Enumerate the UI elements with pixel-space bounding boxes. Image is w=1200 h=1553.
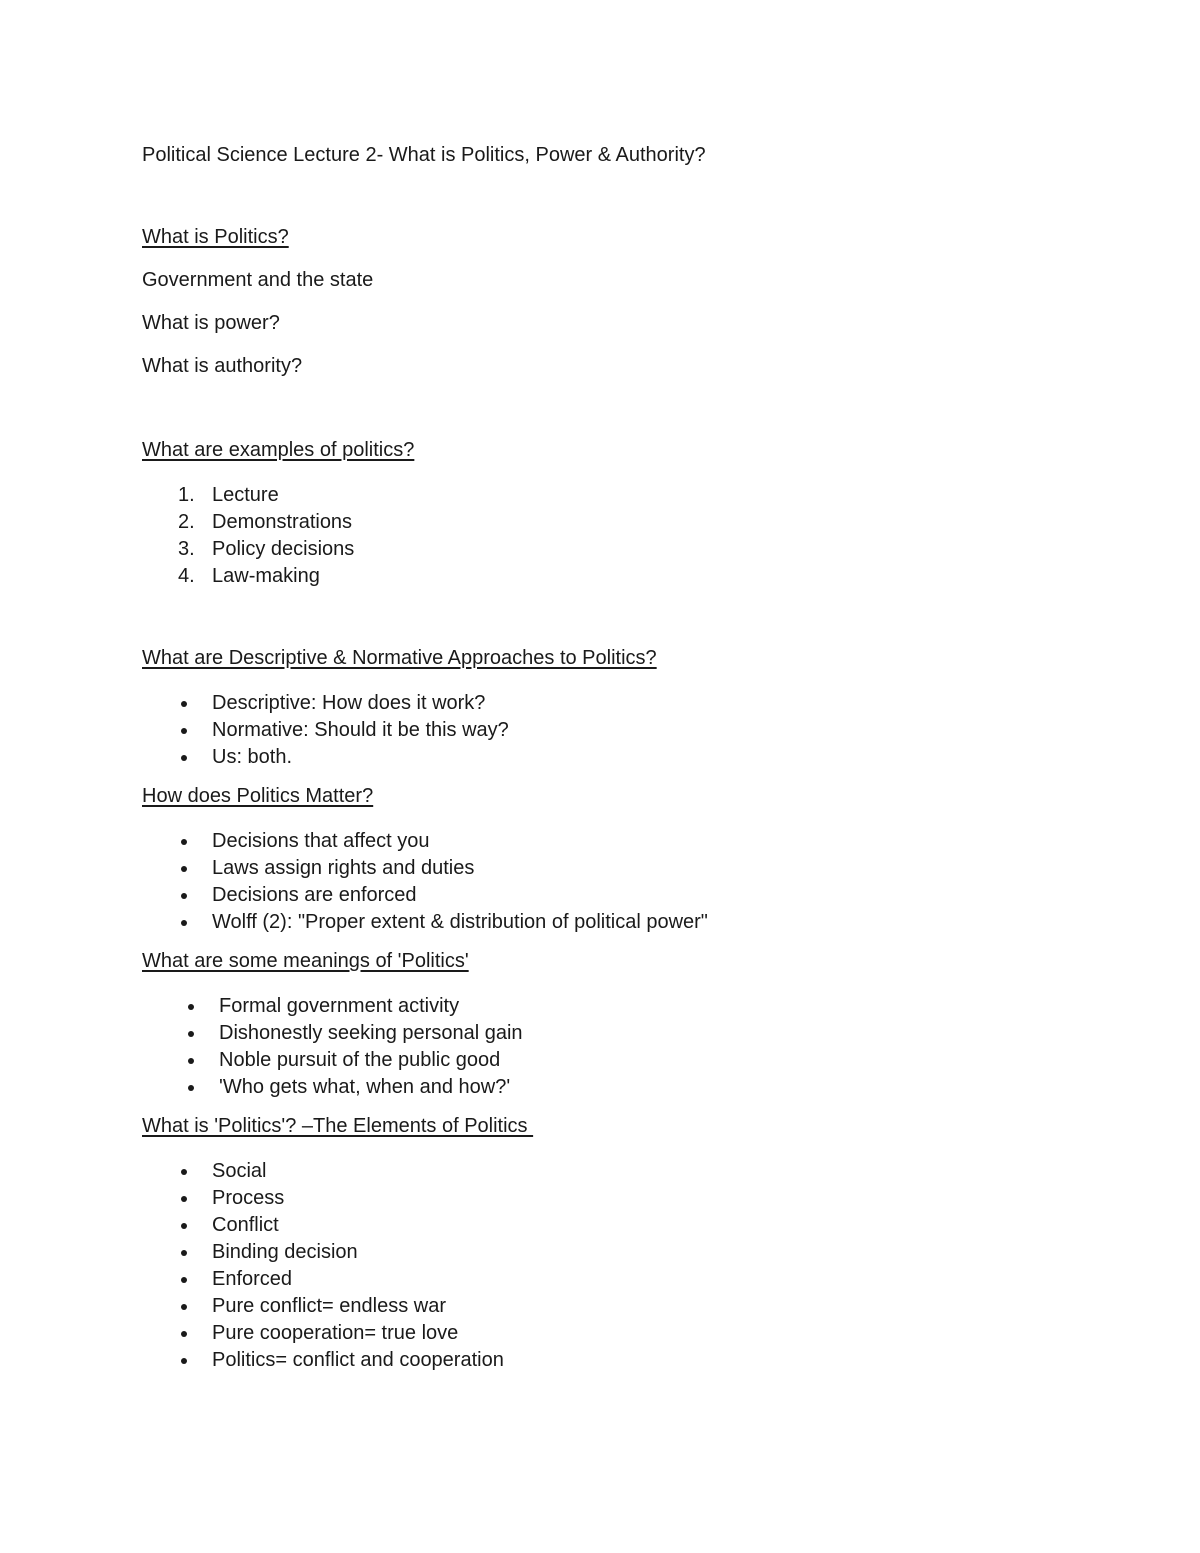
list-item: Pure cooperation= true love	[142, 1320, 1090, 1347]
section-how-politics-matters	[142, 785, 1090, 936]
section-heading: What is Politics?	[142, 226, 289, 248]
paragraph: What is authority?	[142, 355, 303, 377]
list-item: Demonstrations	[212, 511, 353, 533]
list-item: 'Who gets what, when and how?'	[142, 1074, 1090, 1101]
paragraph: Government and the state	[142, 269, 374, 291]
list-item: Decisions are enforced	[142, 882, 1090, 909]
list-item: Enforced	[142, 1266, 1090, 1293]
list-item: Dishonestly seeking personal gain	[142, 1020, 1090, 1047]
list-item: Noble pursuit of the public good	[142, 1047, 1090, 1074]
section-examples-of-politics	[142, 439, 1090, 590]
list-item: Binding decision	[142, 1239, 1090, 1266]
section-what-is-politics	[142, 226, 1090, 378]
list-item: Formal government activity	[142, 993, 1090, 1020]
bullet-list	[142, 993, 1090, 1101]
section-heading: How does Politics Matter?	[142, 785, 374, 807]
bullet-list	[142, 1158, 1090, 1374]
list-item: Pure conflict= endless war	[142, 1293, 1090, 1320]
list-item: Policy decisions	[212, 538, 355, 560]
section-descriptive-normative	[142, 647, 1090, 771]
document-title: Political Science Lecture 2- What is Politics, Power & Authority?	[142, 144, 706, 166]
section-heading: What are some meanings of 'Politics'	[142, 950, 469, 972]
section-elements-of-politics	[142, 1115, 1090, 1374]
bullet-list	[142, 828, 1090, 936]
list-item: Decisions that affect you	[142, 828, 1090, 855]
list-item: Lecture	[212, 484, 279, 506]
numbered-list	[142, 482, 1090, 590]
list-item: Descriptive: How does it work?	[142, 690, 1090, 717]
list-item: Politics= conflict and cooperation	[142, 1347, 1090, 1374]
list-item: Us: both.	[142, 744, 1090, 771]
section-heading: What is 'Politics'? –The Elements of Politics	[142, 1115, 534, 1137]
paragraph: What is power?	[142, 312, 280, 334]
section-heading: What are examples of politics?	[142, 439, 415, 461]
section-heading: What are Descriptive & Normative Approaches to Politics?	[142, 647, 657, 669]
list-item: Process	[142, 1185, 1090, 1212]
list-item: Social	[142, 1158, 1090, 1185]
list-item: Law-making	[212, 565, 320, 587]
list-item: Laws assign rights and duties	[142, 855, 1090, 882]
bullet-list	[142, 690, 1090, 771]
section-meanings-of-politics	[142, 950, 1090, 1101]
list-item: Normative: Should it be this way?	[142, 717, 1090, 744]
list-item: Conflict	[142, 1212, 1090, 1239]
list-item: Wolff (2): "Proper extent & distribution of political power"	[142, 909, 1090, 936]
